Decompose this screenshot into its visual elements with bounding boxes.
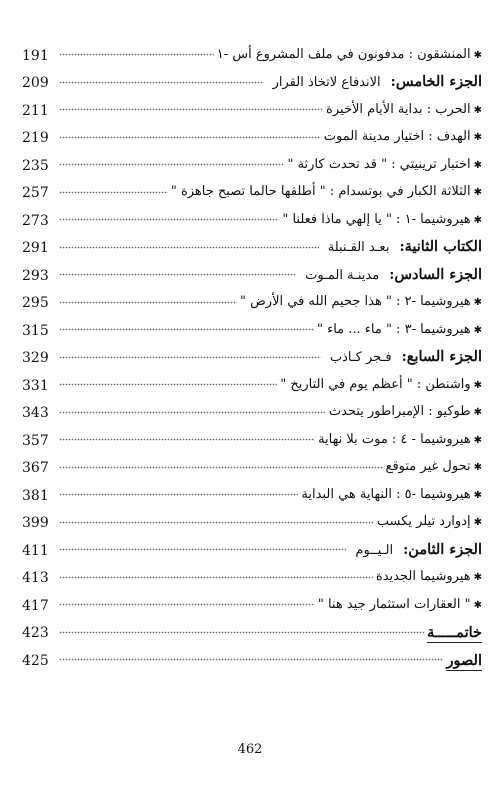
toc-page-number: 331	[22, 377, 49, 394]
toc-entry	[217, 47, 482, 64]
toc-heading-separator: :	[399, 239, 405, 255]
toc-heading	[267, 74, 482, 91]
toc-heading-subtitle: فـجر كـاذب	[329, 350, 392, 365]
dot-leader	[59, 572, 373, 582]
toc-heading-label: الجزء الخامس	[395, 73, 482, 90]
asterisk-bullet-icon: ✱	[473, 599, 482, 611]
asterisk-bullet-icon: ✱	[473, 214, 482, 226]
toc-entry-text: الحرب : بداية الأيام الأخيرة	[326, 101, 471, 117]
toc-page-number: 343	[22, 405, 49, 421]
toc-entry-row	[22, 174, 482, 202]
toc-entry	[240, 294, 482, 311]
toc-heading-subtitle: الاندفاع لاتخاذ القرار	[272, 75, 381, 90]
dot-leader	[59, 105, 323, 115]
dot-leader	[59, 215, 279, 225]
toc-heading-label: الجزء الثامن	[408, 540, 482, 558]
toc-entry	[317, 322, 482, 339]
toc-page-number: 315	[22, 322, 49, 339]
toc-page-number: 291	[22, 240, 49, 256]
toc-entry-text: الهدف : اختيار مدينة الموت	[323, 129, 471, 144]
toc-page-number: 293	[22, 267, 49, 284]
toc-entry	[324, 129, 482, 146]
toc-entry-row	[22, 91, 482, 119]
dot-leader	[59, 132, 321, 142]
dot-leader	[59, 325, 314, 335]
toc-entry	[386, 459, 482, 476]
dot-leader	[59, 545, 346, 555]
toc-heading-row	[22, 64, 482, 92]
toc-entry-text: اختبار ترينيتي : " قد تحدث كارثة "	[287, 156, 471, 172]
asterisk-bullet-icon: ✱	[473, 49, 482, 61]
toc-entry-text: واشنطن : " أعظم يوم في التاريخ "	[280, 376, 471, 392]
toc-page-number: 211	[22, 102, 49, 119]
dot-leader	[59, 407, 326, 417]
dot-leader	[59, 270, 296, 280]
toc-page-number: 295	[22, 295, 49, 311]
toc-entry-row	[22, 586, 482, 614]
dot-leader	[59, 517, 374, 527]
toc-heading-label: خاتمـــــة	[427, 624, 482, 641]
asterisk-bullet-icon: ✱	[473, 104, 482, 116]
asterisk-bullet-icon: ✱	[473, 324, 482, 336]
toc-entry	[287, 157, 482, 174]
toc-page-number: 209	[22, 75, 49, 91]
toc-entry	[318, 597, 482, 614]
toc-entry	[326, 102, 482, 119]
dot-leader	[59, 490, 298, 500]
toc-heading-row	[22, 531, 482, 559]
toc-entry-row	[22, 311, 482, 339]
toc-entry	[280, 377, 482, 394]
toc-page-number: 273	[22, 212, 49, 229]
toc-entry-row	[22, 201, 482, 229]
toc-entry	[377, 514, 482, 531]
asterisk-bullet-icon: ✱	[473, 489, 482, 501]
toc-page-number: 357	[22, 432, 49, 449]
toc-page-number: 417	[22, 597, 49, 614]
dot-leader	[59, 462, 383, 472]
toc-page-number: 329	[22, 350, 49, 366]
toc-entry-row	[22, 421, 482, 449]
dot-leader	[59, 187, 168, 197]
toc-heading-separator: :	[390, 74, 396, 90]
toc-page-number: 399	[22, 515, 49, 531]
toc-entry-text: هيروشيما الجديدة	[375, 569, 471, 584]
toc-entry-row	[22, 504, 482, 532]
dot-leader	[59, 160, 284, 170]
toc-entry-row	[22, 449, 482, 477]
toc-heading-row	[22, 641, 482, 669]
toc-heading	[322, 239, 482, 256]
toc-page-number: 381	[22, 487, 49, 504]
toc-entry-row	[22, 366, 482, 394]
toc-heading-subtitle: مدينـة المـوت	[305, 267, 380, 283]
toc-heading-label: الجزء السادس	[394, 265, 482, 283]
asterisk-bullet-icon: ✱	[473, 434, 482, 446]
toc-heading	[299, 267, 482, 284]
toc-page-number: 367	[22, 460, 49, 476]
toc-heading-separator: :	[389, 266, 395, 283]
dot-leader	[59, 352, 321, 362]
toc-entry-text: طوكيو : الإمبراطور يتحدث	[328, 404, 471, 419]
toc-entry-row	[22, 119, 482, 147]
toc-page-number: 219	[22, 130, 49, 146]
asterisk-bullet-icon: ✱	[473, 572, 482, 583]
asterisk-bullet-icon: ✱	[473, 462, 482, 473]
toc-page-number: 257	[22, 185, 49, 201]
toc-entry-text: تحول غير متوقع	[385, 459, 471, 474]
toc-page-number: 191	[22, 47, 49, 64]
toc-heading-row	[22, 339, 482, 367]
toc-page-number: 423	[22, 625, 49, 641]
toc-heading	[427, 625, 482, 641]
toc-page-number: 425	[22, 652, 49, 669]
toc-entry	[282, 212, 482, 229]
toc-entry-row	[22, 559, 482, 587]
toc-entry-text: " العقارات استثمار جيد هنا "	[317, 596, 471, 612]
dot-leader	[59, 297, 237, 307]
toc-heading-subtitle: بعـد القـنبلة	[327, 240, 390, 255]
asterisk-bullet-icon: ✱	[473, 379, 482, 391]
asterisk-bullet-icon: ✱	[473, 187, 482, 198]
toc-entry-text: هيروشيما -٥ : النهاية هي البداية	[301, 486, 471, 502]
toc-heading-row	[22, 229, 482, 257]
toc-entry-text: إدوارد تيلر يكسب	[376, 514, 471, 529]
dot-leader	[59, 77, 264, 87]
toc-entry-text: هيروشيما -١ : " يا إلهي ماذا فعلنا "	[282, 211, 471, 227]
toc-entry-row	[22, 36, 482, 64]
toc-heading-separator: :	[401, 349, 407, 365]
toc-entry	[329, 404, 482, 421]
toc-heading-row	[22, 256, 482, 284]
toc-heading	[446, 653, 482, 669]
toc-heading	[349, 542, 482, 559]
asterisk-bullet-icon: ✱	[473, 407, 482, 418]
toc-entry-text: هيروشيما -٣ : " ماء ... ماء "	[316, 321, 471, 337]
dot-leader	[59, 242, 319, 252]
toc-entry-row	[22, 146, 482, 174]
toc-heading-subtitle: الـيــوم	[355, 542, 394, 558]
toc-heading-row	[22, 614, 482, 642]
toc-entry-text: المنشقون : مدفونون في ملف المشروع أس -١	[216, 46, 471, 62]
toc-entry-row	[22, 394, 482, 422]
dot-leader	[59, 380, 277, 390]
toc-entry-text: الثلاثة الكبار في بوتسدام : " أطلقها حالما تصبح جاهزة "	[170, 184, 471, 199]
toc-heading-label: الجزء السابع	[406, 348, 482, 365]
toc-entry	[376, 569, 482, 586]
asterisk-bullet-icon: ✱	[473, 517, 482, 528]
toc-heading-label: الصور	[446, 651, 482, 669]
toc-page-number: 413	[22, 570, 49, 586]
page-number: 462	[237, 742, 263, 757]
table-of-contents	[22, 36, 482, 669]
asterisk-bullet-icon: ✱	[473, 297, 482, 308]
asterisk-bullet-icon: ✱	[473, 159, 482, 171]
toc-entry-row	[22, 284, 482, 312]
dot-leader	[59, 50, 214, 60]
toc-heading	[324, 349, 482, 366]
toc-entry-text: هيروشيما -٢ : " هذا جحيم الله في الأرض "	[239, 294, 471, 309]
dot-leader	[59, 600, 315, 610]
dot-leader	[59, 627, 424, 637]
dot-leader	[59, 655, 443, 665]
toc-page-number: 411	[22, 542, 49, 559]
toc-heading-separator: :	[403, 541, 409, 558]
toc-page-number: 235	[22, 157, 49, 174]
toc-entry-row	[22, 476, 482, 504]
toc-entry	[301, 487, 482, 504]
dot-leader	[59, 435, 315, 445]
asterisk-bullet-icon: ✱	[473, 132, 482, 143]
toc-entry-text: هيروشيما - ٤ : موت بلا نهاية	[318, 431, 471, 447]
toc-entry	[171, 184, 482, 201]
toc-heading-label: الكتاب الثانية	[404, 238, 482, 255]
toc-entry	[318, 432, 482, 449]
